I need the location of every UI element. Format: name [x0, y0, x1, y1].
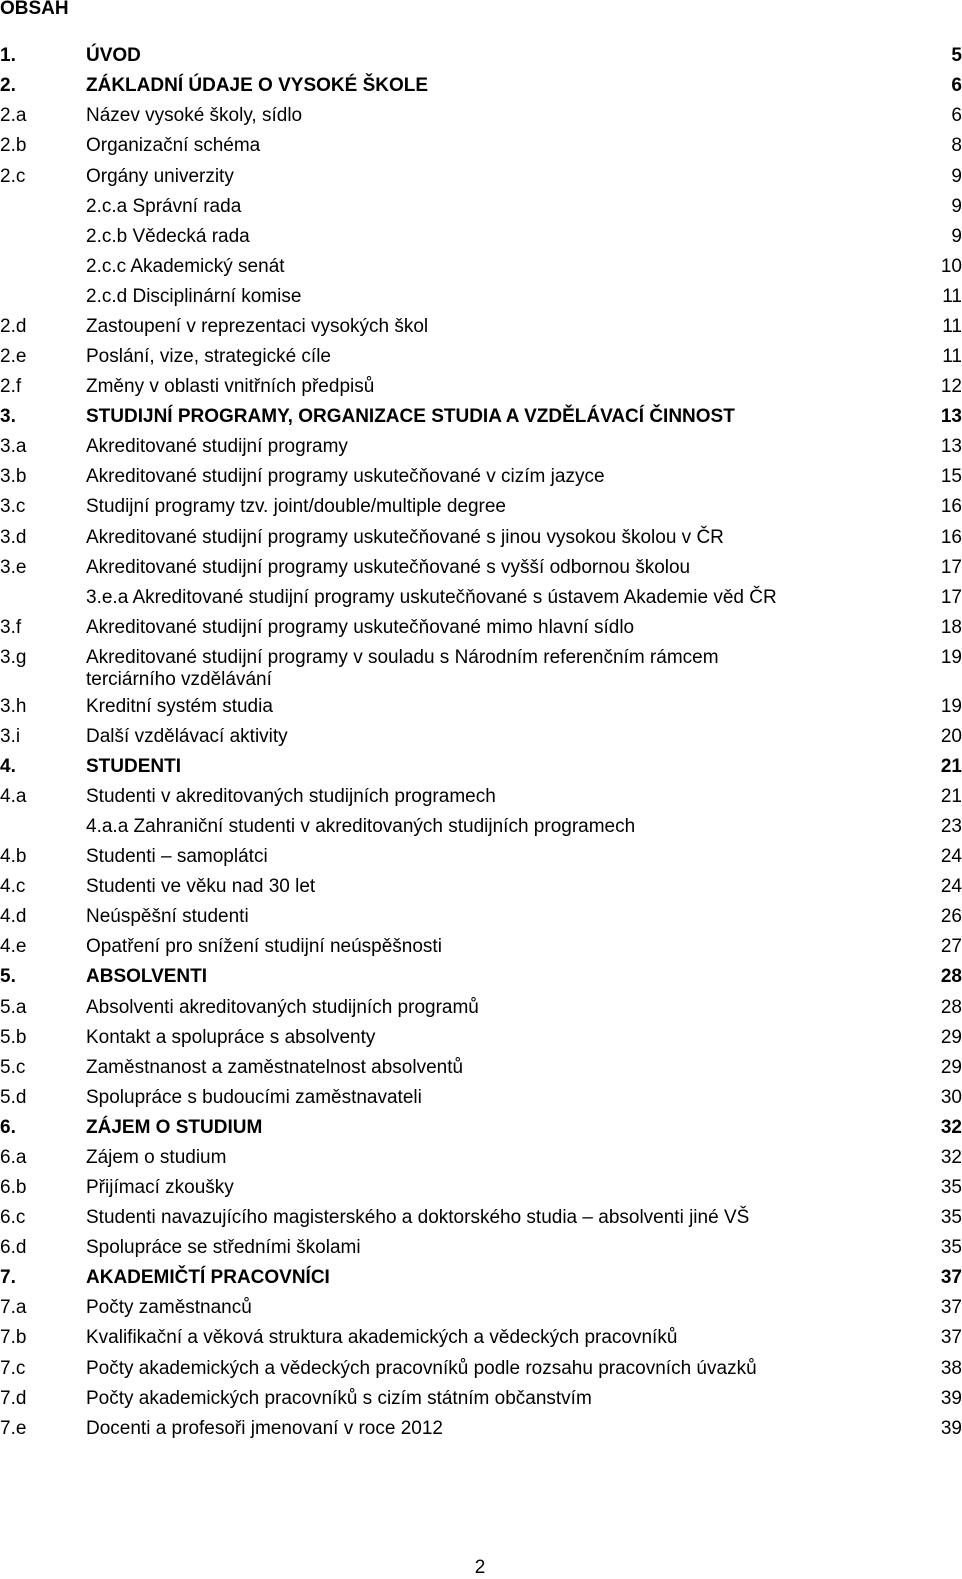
toc-entry-page: 38: [940, 1358, 962, 1379]
toc-entry-title: Akreditované studijní programy: [86, 436, 348, 457]
toc-entry-page: 19: [940, 696, 962, 717]
toc-entry-page: 16: [940, 527, 962, 548]
toc-entry-page: 9: [951, 166, 962, 187]
toc-entry-title: Opatření pro snížení studijní neúspěšnosti: [86, 936, 442, 957]
toc-entry-page: 11: [942, 316, 962, 337]
toc-entry-title: ZÁKLADNÍ ÚDAJE O VYSOKÉ ŠKOLE: [86, 75, 429, 96]
toc-entry-page: 29: [940, 1057, 962, 1078]
toc-entry-title: Organizační schéma: [86, 135, 261, 156]
toc-entry-title: Další vzdělávací aktivity: [86, 726, 288, 747]
toc-entry-page: 27: [940, 936, 962, 957]
toc-entry-title: Počty akademických pracovníků s cizím státním občanstvím: [86, 1388, 592, 1409]
toc-entry-title: ZÁJEM O STUDIUM: [86, 1117, 263, 1138]
toc-entry-title: Akreditované studijní programy uskutečňované s jinou vysokou školou v ČR: [86, 527, 724, 548]
toc-entry-number: 7.c: [0, 1358, 26, 1379]
toc-entry-number: 5.: [0, 966, 16, 987]
toc-entry-title: Akreditované studijní programy uskutečňované s vyšší odbornou školou: [86, 557, 691, 578]
toc-entry-number: 2.f: [0, 376, 22, 397]
toc-entry-number: 6.d: [0, 1237, 27, 1258]
toc-entry-title: 2.c.a Správní rada: [86, 196, 242, 217]
toc-entry-page: 37: [940, 1297, 962, 1318]
toc-entry-number: 1.: [0, 45, 16, 66]
toc-entry-number: 5.a: [0, 997, 27, 1018]
toc-entry-number: 3.i: [0, 726, 21, 747]
toc-entry-title: ABSOLVENTI: [86, 966, 208, 987]
toc-entry-title: Studenti ve věku nad 30 let: [86, 876, 316, 897]
toc-entry-title-continuation: terciárního vzdělávání: [86, 669, 272, 690]
toc-entry-number: 7.e: [0, 1418, 27, 1439]
toc-entry-title: Docenti a profesoři jmenovaní v roce 2012: [86, 1418, 443, 1439]
toc-entry-number: 2.b: [0, 135, 27, 156]
toc-entry-page: 35: [940, 1207, 962, 1228]
toc-entry-title: Akreditované studijní programy v souladu s Národním referenčním rámcem: [86, 647, 719, 668]
toc-entry-number: 4.a: [0, 786, 27, 807]
toc-entry-title: Kreditní systém studia: [86, 696, 273, 717]
toc-entry-number: 6.c: [0, 1207, 26, 1228]
toc-entry-page: 30: [940, 1087, 962, 1108]
toc-entry-page: 17: [940, 587, 962, 608]
toc-entry-title: AKADEMIČTÍ PRACOVNÍCI: [86, 1267, 330, 1288]
toc-entry-number: 5.b: [0, 1027, 27, 1048]
toc-entry-page: 37: [940, 1267, 962, 1288]
toc-entry-page: 12: [940, 376, 962, 397]
toc-entry-page: 35: [940, 1177, 962, 1198]
toc-entry-number: 4.c: [0, 876, 26, 897]
toc-entry-page: 32: [940, 1147, 962, 1168]
toc-entry-page: 24: [940, 876, 962, 897]
toc-entry-title: Zájem o studium: [86, 1147, 227, 1168]
page-number: 2: [474, 1557, 486, 1578]
toc-entry-number: 7.a: [0, 1297, 27, 1318]
toc-entry-page: 28: [940, 966, 962, 987]
toc-entry-page: 21: [940, 786, 962, 807]
toc-entry-title: ÚVOD: [86, 45, 141, 66]
toc-entry-page: 11: [942, 286, 962, 307]
toc-entry-number: 4.: [0, 756, 16, 777]
toc-entry-title: STUDENTI: [86, 756, 181, 777]
toc-entry-number: 7.: [0, 1267, 16, 1288]
toc-entry-page: 28: [940, 997, 962, 1018]
toc-entry-number: 2.c: [0, 166, 26, 187]
toc-entry-title: 2.c.d Disciplinární komise: [86, 286, 302, 307]
toc-entry-title: Studenti v akreditovaných studijních programech: [86, 786, 496, 807]
toc-entry-number: 6.: [0, 1117, 16, 1138]
toc-entry-page: 6: [951, 75, 962, 96]
toc-entry-page: 35: [940, 1237, 962, 1258]
toc-entry-number: 6.a: [0, 1147, 27, 1168]
toc-entry-page: 6: [951, 105, 962, 126]
toc-entry-number: 3.d: [0, 527, 27, 548]
toc-entry-title: Absolventi akreditovaných studijních programů: [86, 997, 479, 1018]
toc-entry-page: 19: [940, 647, 962, 668]
toc-entry-page: 23: [940, 816, 962, 837]
toc-entry-page: 18: [940, 617, 962, 638]
toc-entry-page: 16: [940, 496, 962, 517]
toc-entry-page: 29: [940, 1027, 962, 1048]
toc-entry-page: 9: [951, 226, 962, 247]
toc-entry-title: 2.c.b Vědecká rada: [86, 226, 250, 247]
toc-entry-number: 3.f: [0, 617, 22, 638]
toc-entry-title: Poslání, vize, strategické cíle: [86, 346, 331, 367]
toc-entry-title: Zastoupení v reprezentaci vysokých škol: [86, 316, 429, 337]
toc-entry-number: 5.d: [0, 1087, 27, 1108]
toc-entry-page: 8: [951, 135, 962, 156]
toc-entry-number: 3.e: [0, 557, 27, 578]
toc-entry-title: Spolupráce se středními školami: [86, 1237, 361, 1258]
toc-entry-page: 32: [940, 1117, 962, 1138]
toc-entry-title: Studijní programy tzv. joint/double/multiple degree: [86, 496, 506, 517]
toc-entry-title: Akreditované studijní programy uskutečňované v cizím jazyce: [86, 466, 605, 487]
toc-entry-page: 11: [942, 346, 962, 367]
toc-entry-title: Neúspěšní studenti: [86, 906, 249, 927]
toc-entry-page: 10: [940, 256, 962, 277]
toc-entry-page: 21: [940, 756, 962, 777]
toc-entry-title: 2.c.c Akademický senát: [86, 256, 285, 277]
toc-entry-number: 2.d: [0, 316, 27, 337]
toc-entry-number: 7.d: [0, 1388, 27, 1409]
toc-entry-number: 4.d: [0, 906, 27, 927]
toc-entry-number: 2.a: [0, 105, 27, 126]
toc-entry-page: 26: [940, 906, 962, 927]
toc-entry-number: 5.c: [0, 1057, 26, 1078]
toc-entry-title: 4.a.a Zahraniční studenti v akreditovaných studijních programech: [86, 816, 636, 837]
page-title: OBSAH: [0, 0, 69, 19]
toc-entry-number: 3.b: [0, 466, 27, 487]
toc-entry-page: 15: [940, 466, 962, 487]
toc-entry-page: 20: [940, 726, 962, 747]
toc-entry-title: Akreditované studijní programy uskutečňované mimo hlavní sídlo: [86, 617, 635, 638]
toc-entry-title: Změny v oblasti vnitřních předpisů: [86, 376, 375, 397]
toc-entry-title: Název vysoké školy, sídlo: [86, 105, 303, 126]
toc-entry-page: 9: [951, 196, 962, 217]
toc-entry-page: 37: [940, 1327, 962, 1348]
toc-entry-title: Přijímací zkoušky: [86, 1177, 234, 1198]
toc-entry-number: 3.g: [0, 647, 27, 668]
toc-entry-page: 24: [940, 846, 962, 867]
toc-entry-number: 3.: [0, 406, 16, 427]
toc-entry-number: 6.b: [0, 1177, 27, 1198]
toc-entry-title: 3.e.a Akreditované studijní programy uskutečňované s ústavem Akademie věd ČR: [86, 587, 777, 608]
toc-entry-page: 17: [940, 557, 962, 578]
toc-entry-number: 3.h: [0, 696, 27, 717]
toc-entry-title: Spolupráce s budoucími zaměstnavateli: [86, 1087, 422, 1108]
toc-entry-number: 2.: [0, 75, 16, 96]
toc-entry-page: 5: [951, 45, 962, 66]
toc-entry-page: 13: [940, 406, 962, 427]
toc-entry-number: 4.e: [0, 936, 27, 957]
toc-entry-number: 2.e: [0, 346, 27, 367]
toc-entry-title: Zaměstnanost a zaměstnatelnost absolventů: [86, 1057, 464, 1078]
toc-entry-page: 39: [940, 1418, 962, 1439]
toc-entry-title: Studenti navazujícího magisterského a doktorského studia – absolventi jiné VŠ: [86, 1207, 750, 1228]
toc-entry-number: 4.b: [0, 846, 27, 867]
toc-entry-title: Orgány univerzity: [86, 166, 234, 187]
toc-entry-page: 39: [940, 1388, 962, 1409]
toc-entry-title: Počty zaměstnanců: [86, 1297, 252, 1318]
toc-entry-title: Počty akademických a vědeckých pracovníků podle rozsahu pracovních úvazků: [86, 1358, 757, 1379]
toc-entry-title: Kvalifikační a věková struktura akademických a vědeckých pracovníků: [86, 1327, 678, 1348]
toc-entry-number: 3.c: [0, 496, 26, 517]
toc-entry-title: Studenti – samoplátci: [86, 846, 268, 867]
toc-entry-title: STUDIJNÍ PROGRAMY, ORGANIZACE STUDIA A VZDĚLÁVACÍ ČINNOST: [86, 406, 735, 427]
toc-entry-title: Kontakt a spolupráce s absolventy: [86, 1027, 376, 1048]
toc-entry-page: 13: [940, 436, 962, 457]
toc-entry-number: 7.b: [0, 1327, 27, 1348]
toc-entry-number: 3.a: [0, 436, 27, 457]
